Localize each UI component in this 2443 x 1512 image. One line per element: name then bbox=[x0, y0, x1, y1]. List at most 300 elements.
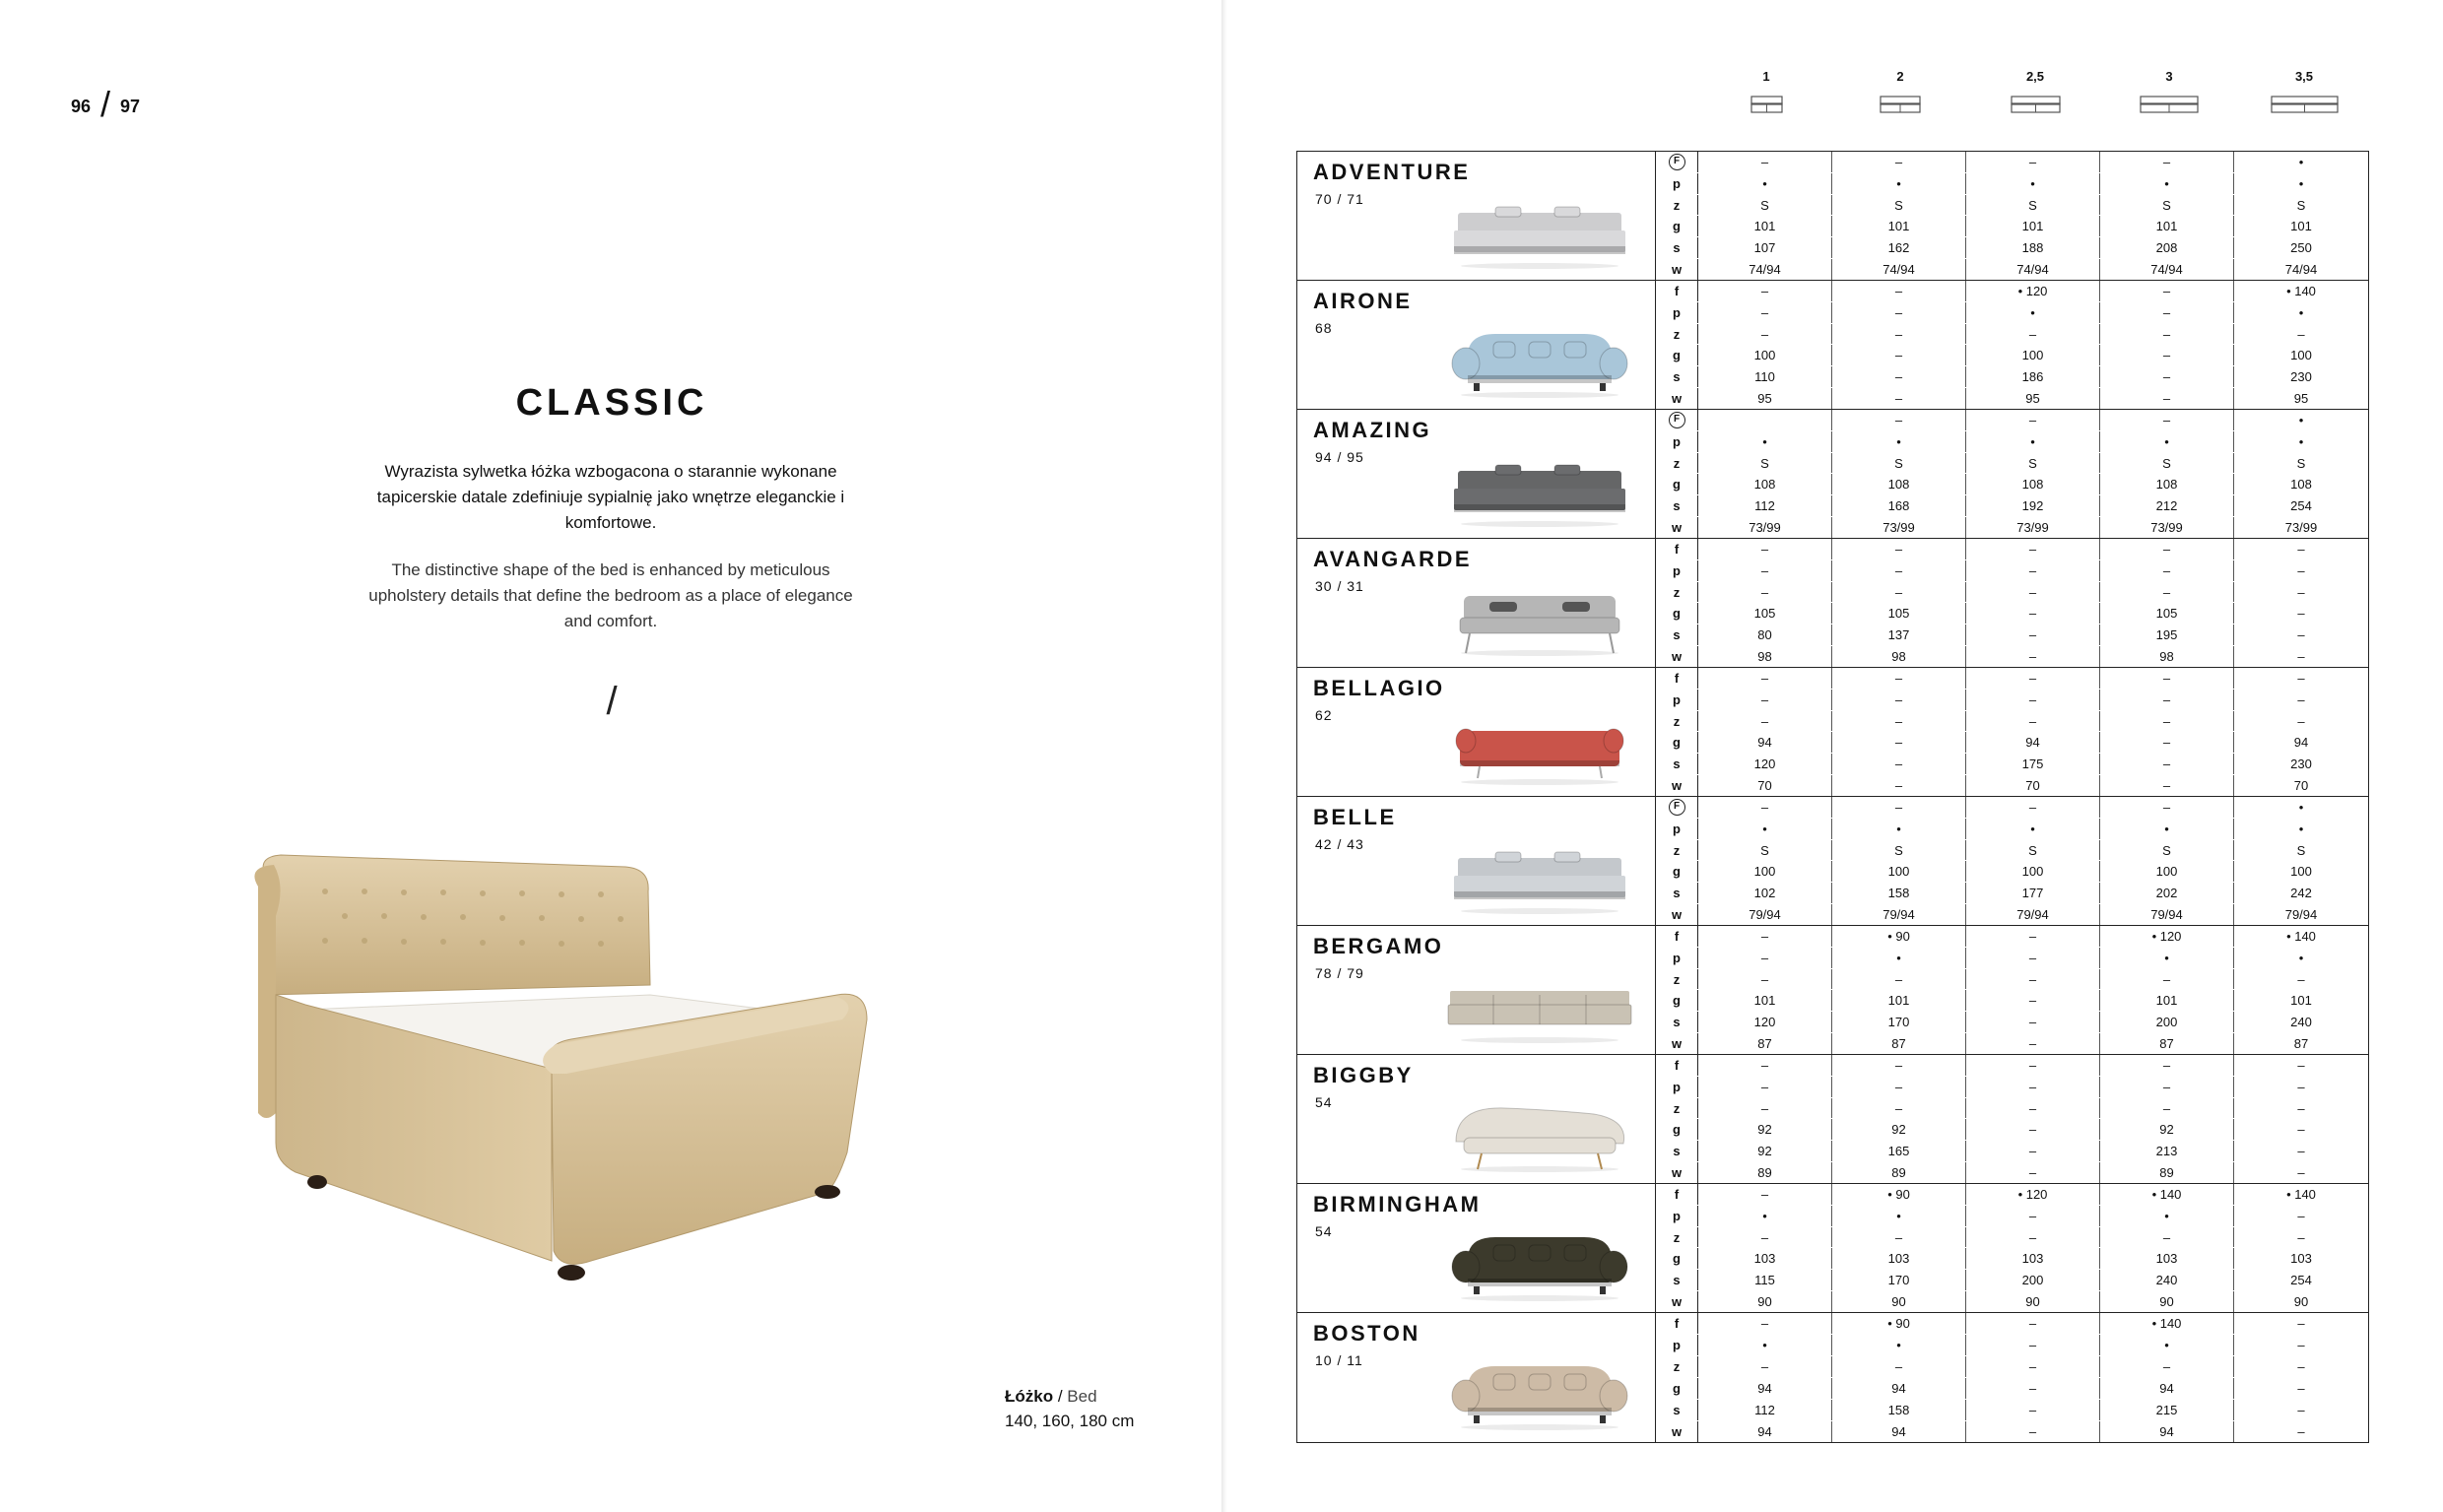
spec-row-f bbox=[1656, 539, 2368, 559]
spec-key: p bbox=[1656, 302, 1698, 323]
spec-row-p bbox=[1656, 172, 2368, 194]
spec-cell: • bbox=[1698, 1335, 1832, 1355]
spec-row-w bbox=[1656, 774, 2368, 796]
spec-cell: – bbox=[1966, 1313, 2100, 1334]
spec-cell: 89 bbox=[1698, 1162, 1832, 1183]
spec-cell: • bbox=[1698, 431, 1832, 452]
spec-row-f bbox=[1656, 152, 2368, 172]
spec-row-z bbox=[1656, 323, 2368, 345]
spec-cell: 87 bbox=[2293, 1036, 2309, 1052]
spec-cell: – bbox=[1832, 582, 1966, 603]
spec-cell: • bbox=[1966, 173, 2100, 194]
spec-key: w bbox=[1656, 259, 1698, 280]
spec-cell: 70 bbox=[1966, 775, 2100, 796]
spec-cell: – bbox=[1832, 1356, 1966, 1377]
spec-key: p bbox=[1656, 560, 1698, 581]
spec-rows bbox=[1656, 797, 2368, 925]
spec-cell: 73/99 bbox=[2100, 517, 2234, 538]
spec-cell: – bbox=[2297, 1144, 2305, 1159]
product-pages: 54 bbox=[1315, 1223, 1333, 1239]
spec-cell: – bbox=[1966, 560, 2100, 581]
spec-cell: 92 bbox=[1698, 1119, 1832, 1140]
sofa-image bbox=[1446, 1352, 1633, 1433]
spec-cell: 90 bbox=[2100, 1291, 2234, 1312]
spec-cell: – bbox=[2297, 584, 2305, 600]
spec-cell: 110 bbox=[1698, 366, 1832, 387]
spec-cell: 70 bbox=[1698, 775, 1832, 796]
product-airone bbox=[1297, 281, 2368, 410]
spec-cell: 79/94 bbox=[2100, 904, 2234, 925]
product-name: BOSTON bbox=[1313, 1321, 1420, 1346]
sofa-image bbox=[1446, 1094, 1633, 1175]
spec-row-g bbox=[1656, 860, 2368, 882]
spec-cell: 115 bbox=[1698, 1270, 1832, 1290]
spec-rows bbox=[1656, 926, 2368, 1054]
spec-cell: 95 bbox=[1698, 388, 1832, 409]
product-pages: 78 / 79 bbox=[1315, 965, 1364, 981]
spec-cell: S bbox=[1966, 195, 2100, 216]
spec-cell: S bbox=[1698, 195, 1832, 216]
spec-row-z bbox=[1656, 710, 2368, 732]
spec-cell: – bbox=[2297, 1229, 2305, 1245]
bed-caption bbox=[1005, 1384, 1134, 1433]
product-name: AMAZING bbox=[1313, 418, 1432, 442]
spec-row-w bbox=[1656, 645, 2368, 667]
spec-key: f bbox=[1656, 281, 1698, 301]
spec-cell: • bbox=[1966, 431, 2100, 452]
spec-cell: • bbox=[2100, 173, 2234, 194]
spec-cell: 73/99 bbox=[1832, 517, 1966, 538]
spec-cell: • bbox=[1832, 1206, 1966, 1226]
caption-sizes: 140, 160, 180 cm bbox=[1005, 1412, 1135, 1430]
spec-cell: – bbox=[1966, 1421, 2100, 1442]
spec-cell: 208 bbox=[2100, 237, 2234, 258]
spec-cell: 170 bbox=[1832, 1270, 1966, 1290]
spec-cell: – bbox=[2297, 1100, 2305, 1116]
spec-cell: – bbox=[2100, 668, 2234, 689]
product-name: ADVENTURE bbox=[1313, 160, 1471, 184]
sofa-image bbox=[1446, 320, 1633, 401]
spec-row-f bbox=[1656, 926, 2368, 947]
spec-row-s bbox=[1656, 1140, 2368, 1161]
spec-row-f bbox=[1656, 1184, 2368, 1205]
spec-cell: – bbox=[1966, 625, 2100, 645]
spec-row-p bbox=[1656, 1076, 2368, 1097]
spec-cell: – bbox=[1832, 366, 1966, 387]
spec-key: z bbox=[1656, 840, 1698, 861]
seat-header-2 bbox=[1851, 69, 1949, 115]
spec-cell: 94 bbox=[1698, 1421, 1832, 1442]
sofa-image bbox=[1446, 965, 1633, 1046]
spec-row-p bbox=[1656, 301, 2368, 323]
spec-key: w bbox=[1656, 775, 1698, 796]
spec-cell: • bbox=[2298, 433, 2304, 449]
spec-row-p bbox=[1656, 430, 2368, 452]
product-info bbox=[1297, 1184, 1656, 1312]
spec-cell: – bbox=[1698, 1077, 1832, 1097]
spec-cell: – bbox=[1832, 690, 1966, 710]
spec-cell: 120 bbox=[1698, 1012, 1832, 1032]
spec-cell: S bbox=[2100, 195, 2234, 216]
product-name: BIGGBY bbox=[1313, 1063, 1414, 1087]
spec-cell: – bbox=[1966, 926, 2100, 947]
spec-cell: – bbox=[1966, 1335, 2100, 1355]
spec-cell: – bbox=[1832, 324, 1966, 345]
spec-key: z bbox=[1656, 324, 1698, 345]
product-adventure bbox=[1297, 152, 2368, 281]
spec-cell: 103 bbox=[1832, 1248, 1966, 1269]
spec-cell: – bbox=[1966, 1098, 2100, 1119]
spec-cell: 95 bbox=[1966, 388, 2100, 409]
spec-cell: 186 bbox=[1966, 366, 2100, 387]
spec-cell: 165 bbox=[1832, 1141, 1966, 1161]
caption-english: Bed bbox=[1067, 1387, 1097, 1406]
spec-key bbox=[1656, 410, 1698, 430]
spec-cell: – bbox=[1832, 1227, 1966, 1248]
spec-cell: 100 bbox=[2290, 348, 2312, 363]
spec-cell: 105 bbox=[2100, 603, 2234, 624]
product-name: BELLE bbox=[1313, 805, 1397, 829]
product-pages: 68 bbox=[1315, 320, 1333, 336]
product-biggby bbox=[1297, 1055, 2368, 1184]
product-name: AIRONE bbox=[1313, 289, 1413, 313]
spec-cell: – bbox=[1966, 1227, 2100, 1248]
spec-cell: • bbox=[2100, 431, 2234, 452]
spec-row-f bbox=[1656, 410, 2368, 430]
spec-cell: 101 bbox=[2290, 993, 2312, 1009]
spec-row-s bbox=[1656, 753, 2368, 774]
spec-key: s bbox=[1656, 1400, 1698, 1420]
spec-cell: • 140 bbox=[2286, 928, 2316, 944]
spec-cell: – bbox=[1698, 324, 1832, 345]
spec-cell: 73/99 bbox=[1698, 517, 1832, 538]
spec-cell: 200 bbox=[2100, 1012, 2234, 1032]
spec-row-p bbox=[1656, 559, 2368, 581]
spec-row-f bbox=[1656, 1313, 2368, 1334]
spec-table bbox=[1296, 151, 2369, 1443]
spec-key: z bbox=[1656, 969, 1698, 990]
spec-cell: – bbox=[1832, 1055, 1966, 1076]
product-pages: 70 / 71 bbox=[1315, 191, 1364, 207]
spec-key: s bbox=[1656, 495, 1698, 516]
spec-cell: • bbox=[2298, 821, 2304, 836]
spec-cell: • bbox=[1966, 302, 2100, 323]
spec-key: g bbox=[1656, 732, 1698, 753]
spec-row-f bbox=[1656, 281, 2368, 301]
spec-cell: 103 bbox=[2290, 1251, 2312, 1267]
spec-cell: 80 bbox=[1698, 625, 1832, 645]
spec-row-g bbox=[1656, 344, 2368, 365]
spec-key: p bbox=[1656, 1206, 1698, 1226]
spec-cell: 74/94 bbox=[2100, 259, 2234, 280]
spec-cell: 100 bbox=[1698, 861, 1832, 882]
spec-key: w bbox=[1656, 646, 1698, 667]
spec-cell: – bbox=[1698, 711, 1832, 732]
spec-cell: – bbox=[2100, 1227, 2234, 1248]
spec-cell: 70 bbox=[2293, 778, 2309, 794]
spec-row-s bbox=[1656, 236, 2368, 258]
spec-cell: 74/94 bbox=[1832, 259, 1966, 280]
spec-key: p bbox=[1656, 1335, 1698, 1355]
spec-cell: • 120 bbox=[1966, 281, 2100, 301]
spec-row-w bbox=[1656, 516, 2368, 538]
spec-cell: – bbox=[2100, 1077, 2234, 1097]
spec-key: w bbox=[1656, 1033, 1698, 1054]
spec-cell: – bbox=[2100, 797, 2234, 818]
spec-cell: 74/94 bbox=[1698, 259, 1832, 280]
spec-cell: – bbox=[1966, 1141, 2100, 1161]
spec-cell: 79/94 bbox=[2284, 907, 2318, 923]
spec-cell: – bbox=[1966, 539, 2100, 559]
spec-cell: 242 bbox=[2290, 886, 2312, 901]
spec-key bbox=[1656, 152, 1698, 172]
page-number-slash: / bbox=[100, 84, 111, 124]
spec-key: w bbox=[1656, 1162, 1698, 1183]
spec-key: z bbox=[1656, 1098, 1698, 1119]
product-avangarde bbox=[1297, 539, 2368, 668]
spec-cell: – bbox=[1966, 969, 2100, 990]
sofa-icon bbox=[1750, 94, 1784, 115]
spec-cell: 254 bbox=[2290, 498, 2312, 514]
spec-cell: 200 bbox=[1966, 1270, 2100, 1290]
spec-cell: – bbox=[1698, 926, 1832, 947]
spec-cell: • 120 bbox=[1966, 1184, 2100, 1205]
spec-key: s bbox=[1656, 1012, 1698, 1032]
spec-cell: – bbox=[1698, 1098, 1832, 1119]
spec-rows bbox=[1656, 1055, 2368, 1183]
spec-key: f bbox=[1656, 539, 1698, 559]
spec-cell: • bbox=[1832, 948, 1966, 968]
spec-key: f bbox=[1656, 1184, 1698, 1205]
spec-row-g bbox=[1656, 473, 2368, 494]
spec-cell: 73/99 bbox=[2284, 520, 2318, 536]
spec-cell: – bbox=[2297, 1359, 2305, 1374]
spec-rows bbox=[1656, 152, 2368, 280]
spec-cell: – bbox=[1966, 1012, 2100, 1032]
seat-header-label: 1 bbox=[1762, 69, 1770, 84]
spec-cell: 195 bbox=[2100, 625, 2234, 645]
spec-cell: 103 bbox=[2100, 1248, 2234, 1269]
spec-cell: – bbox=[1966, 990, 2100, 1011]
spec-row-p bbox=[1656, 818, 2368, 839]
sofa-icon bbox=[2139, 94, 2200, 115]
spec-key: z bbox=[1656, 1227, 1698, 1248]
spec-cell: 202 bbox=[2100, 883, 2234, 903]
seat-header-label: 2 bbox=[1896, 69, 1904, 84]
spec-cell: • bbox=[2298, 304, 2304, 320]
spec-row-w bbox=[1656, 258, 2368, 280]
spec-cell: • 140 bbox=[2100, 1313, 2234, 1334]
spec-key: f bbox=[1656, 1055, 1698, 1076]
circled-f-icon: F bbox=[1669, 412, 1685, 428]
spec-key: p bbox=[1656, 173, 1698, 194]
spec-row-p bbox=[1656, 947, 2368, 968]
page-numbers bbox=[71, 84, 141, 124]
spec-cell: – bbox=[1966, 797, 2100, 818]
spec-row-w bbox=[1656, 1290, 2368, 1312]
spec-cell: – bbox=[2297, 670, 2305, 686]
page-number-right: 97 bbox=[120, 96, 141, 116]
product-info bbox=[1297, 926, 1656, 1054]
spec-cell: – bbox=[1832, 1098, 1966, 1119]
product-pages: 54 bbox=[1315, 1094, 1333, 1110]
spec-row-z bbox=[1656, 968, 2368, 990]
spec-cell: 158 bbox=[1832, 1400, 1966, 1420]
spec-cell: 108 bbox=[1698, 474, 1832, 494]
spec-cell: • 120 bbox=[2100, 926, 2234, 947]
sofa-image bbox=[1446, 707, 1633, 788]
page-spine bbox=[1222, 0, 1227, 1512]
spec-cell: 101 bbox=[1966, 216, 2100, 236]
spec-key: p bbox=[1656, 819, 1698, 839]
spec-cell: • bbox=[1698, 1206, 1832, 1226]
product-info bbox=[1297, 668, 1656, 796]
spec-cell: 230 bbox=[2290, 756, 2312, 772]
circled-f-icon: F bbox=[1669, 799, 1685, 816]
spec-key: s bbox=[1656, 754, 1698, 774]
spec-rows bbox=[1656, 410, 2368, 538]
spec-cell: – bbox=[2100, 410, 2234, 430]
product-info bbox=[1297, 281, 1656, 409]
spec-row-z bbox=[1656, 581, 2368, 603]
spec-cell: • 90 bbox=[1832, 1313, 1966, 1334]
spec-cell: • 90 bbox=[1832, 926, 1966, 947]
spec-cell: 170 bbox=[1832, 1012, 1966, 1032]
spec-cell: – bbox=[1966, 1206, 2100, 1226]
spec-cell: – bbox=[1698, 1356, 1832, 1377]
spec-row-p bbox=[1656, 1334, 2368, 1355]
spec-cell: – bbox=[2297, 1424, 2305, 1439]
spec-key: z bbox=[1656, 453, 1698, 474]
spec-cell: – bbox=[2297, 713, 2305, 729]
spec-cell: 94 bbox=[1832, 1421, 1966, 1442]
spec-cell: – bbox=[2297, 1122, 2305, 1138]
spec-key: f bbox=[1656, 668, 1698, 689]
spec-cell: 112 bbox=[1698, 1400, 1832, 1420]
spec-cell: 120 bbox=[1698, 754, 1832, 774]
seat-header-3 bbox=[1986, 69, 2084, 115]
spec-cell: 240 bbox=[2100, 1270, 2234, 1290]
spec-cell: 107 bbox=[1698, 237, 1832, 258]
spec-row-s bbox=[1656, 624, 2368, 645]
spec-cell: S bbox=[1832, 195, 1966, 216]
spec-key: w bbox=[1656, 388, 1698, 409]
spec-cell: – bbox=[1966, 582, 2100, 603]
spec-cell: – bbox=[2100, 1098, 2234, 1119]
spec-cell: – bbox=[1966, 1378, 2100, 1399]
spec-cell: – bbox=[1966, 1077, 2100, 1097]
spec-cell: 90 bbox=[1966, 1291, 2100, 1312]
spec-cell: – bbox=[1832, 732, 1966, 753]
spec-cell: 100 bbox=[1966, 861, 2100, 882]
spec-row-s bbox=[1656, 1269, 2368, 1290]
sofa-image bbox=[1446, 191, 1633, 272]
spec-cell: – bbox=[2100, 969, 2234, 990]
spec-key bbox=[1656, 797, 1698, 818]
spec-row-g bbox=[1656, 602, 2368, 624]
spec-cell: – bbox=[2297, 627, 2305, 643]
spec-cell: – bbox=[1832, 152, 1966, 172]
spec-cell: S bbox=[1832, 840, 1966, 861]
spec-cell: S bbox=[2296, 197, 2306, 213]
spec-cell: • bbox=[2100, 948, 2234, 968]
spec-row-w bbox=[1656, 387, 2368, 409]
spec-cell: 74/94 bbox=[2284, 262, 2318, 278]
product-info bbox=[1297, 1313, 1656, 1442]
sofa-image bbox=[1446, 1223, 1633, 1304]
spec-key: g bbox=[1656, 1119, 1698, 1140]
spec-cell: 102 bbox=[1698, 883, 1832, 903]
spec-cell: – bbox=[1698, 539, 1832, 559]
spec-cell: 101 bbox=[1698, 990, 1832, 1011]
spec-cell: 94 bbox=[1698, 1378, 1832, 1399]
spec-cell: – bbox=[2100, 388, 2234, 409]
spec-cell: – bbox=[1966, 1400, 2100, 1420]
spec-cell: 87 bbox=[1698, 1033, 1832, 1054]
spec-cell: – bbox=[1698, 1055, 1832, 1076]
spec-cell: – bbox=[1832, 560, 1966, 581]
spec-cell: 92 bbox=[2100, 1119, 2234, 1140]
spec-cell: 213 bbox=[2100, 1141, 2234, 1161]
spec-cell: 108 bbox=[2290, 477, 2312, 493]
spec-cell: – bbox=[1966, 668, 2100, 689]
spec-cell: 212 bbox=[2100, 495, 2234, 516]
description-english: The distinctive shape of the bed is enhanced by meticulous upholstery details that define the bedroom as a place of elegance and comfort. bbox=[368, 560, 853, 630]
spec-cell: 101 bbox=[1698, 216, 1832, 236]
spec-row-g bbox=[1656, 1247, 2368, 1269]
spec-rows bbox=[1656, 539, 2368, 667]
spec-row-g bbox=[1656, 731, 2368, 753]
spec-cell: – bbox=[2297, 562, 2305, 578]
spec-cell: 94 bbox=[2100, 1378, 2234, 1399]
spec-cell: – bbox=[2100, 345, 2234, 365]
spec-key: z bbox=[1656, 1356, 1698, 1377]
spec-row-z bbox=[1656, 1097, 2368, 1119]
spec-cell: – bbox=[1832, 539, 1966, 559]
spec-cell: – bbox=[2297, 606, 2305, 622]
spec-rows bbox=[1656, 281, 2368, 409]
spec-cell: – bbox=[1832, 775, 1966, 796]
spec-cell: – bbox=[1698, 582, 1832, 603]
product-info bbox=[1297, 1055, 1656, 1183]
spec-key: z bbox=[1656, 195, 1698, 216]
product-name: AVANGARDE bbox=[1313, 547, 1473, 571]
spec-cell: – bbox=[2297, 1165, 2305, 1181]
product-belle bbox=[1297, 797, 2368, 926]
sofa-icon bbox=[2010, 94, 2062, 115]
spec-key: w bbox=[1656, 904, 1698, 925]
product-info bbox=[1297, 410, 1656, 538]
spec-cell: – bbox=[1966, 1356, 2100, 1377]
spec-row-z bbox=[1656, 194, 2368, 216]
spec-row-p bbox=[1656, 689, 2368, 710]
spec-cell: • bbox=[1832, 819, 1966, 839]
product-name: BIRMINGHAM bbox=[1313, 1192, 1482, 1216]
spec-row-w bbox=[1656, 1161, 2368, 1183]
spec-cell: – bbox=[2100, 711, 2234, 732]
spec-cell: • bbox=[2298, 154, 2304, 169]
spec-cell: – bbox=[1966, 690, 2100, 710]
spec-key: z bbox=[1656, 582, 1698, 603]
spec-cell: – bbox=[2297, 1057, 2305, 1073]
spec-cell: 101 bbox=[1832, 216, 1966, 236]
spec-key: g bbox=[1656, 1378, 1698, 1399]
spec-row-f bbox=[1656, 797, 2368, 818]
spec-cell: 254 bbox=[2290, 1273, 2312, 1288]
spec-cell: – bbox=[1966, 410, 2100, 430]
spec-cell: 112 bbox=[1698, 495, 1832, 516]
spec-cell: 192 bbox=[1966, 495, 2100, 516]
